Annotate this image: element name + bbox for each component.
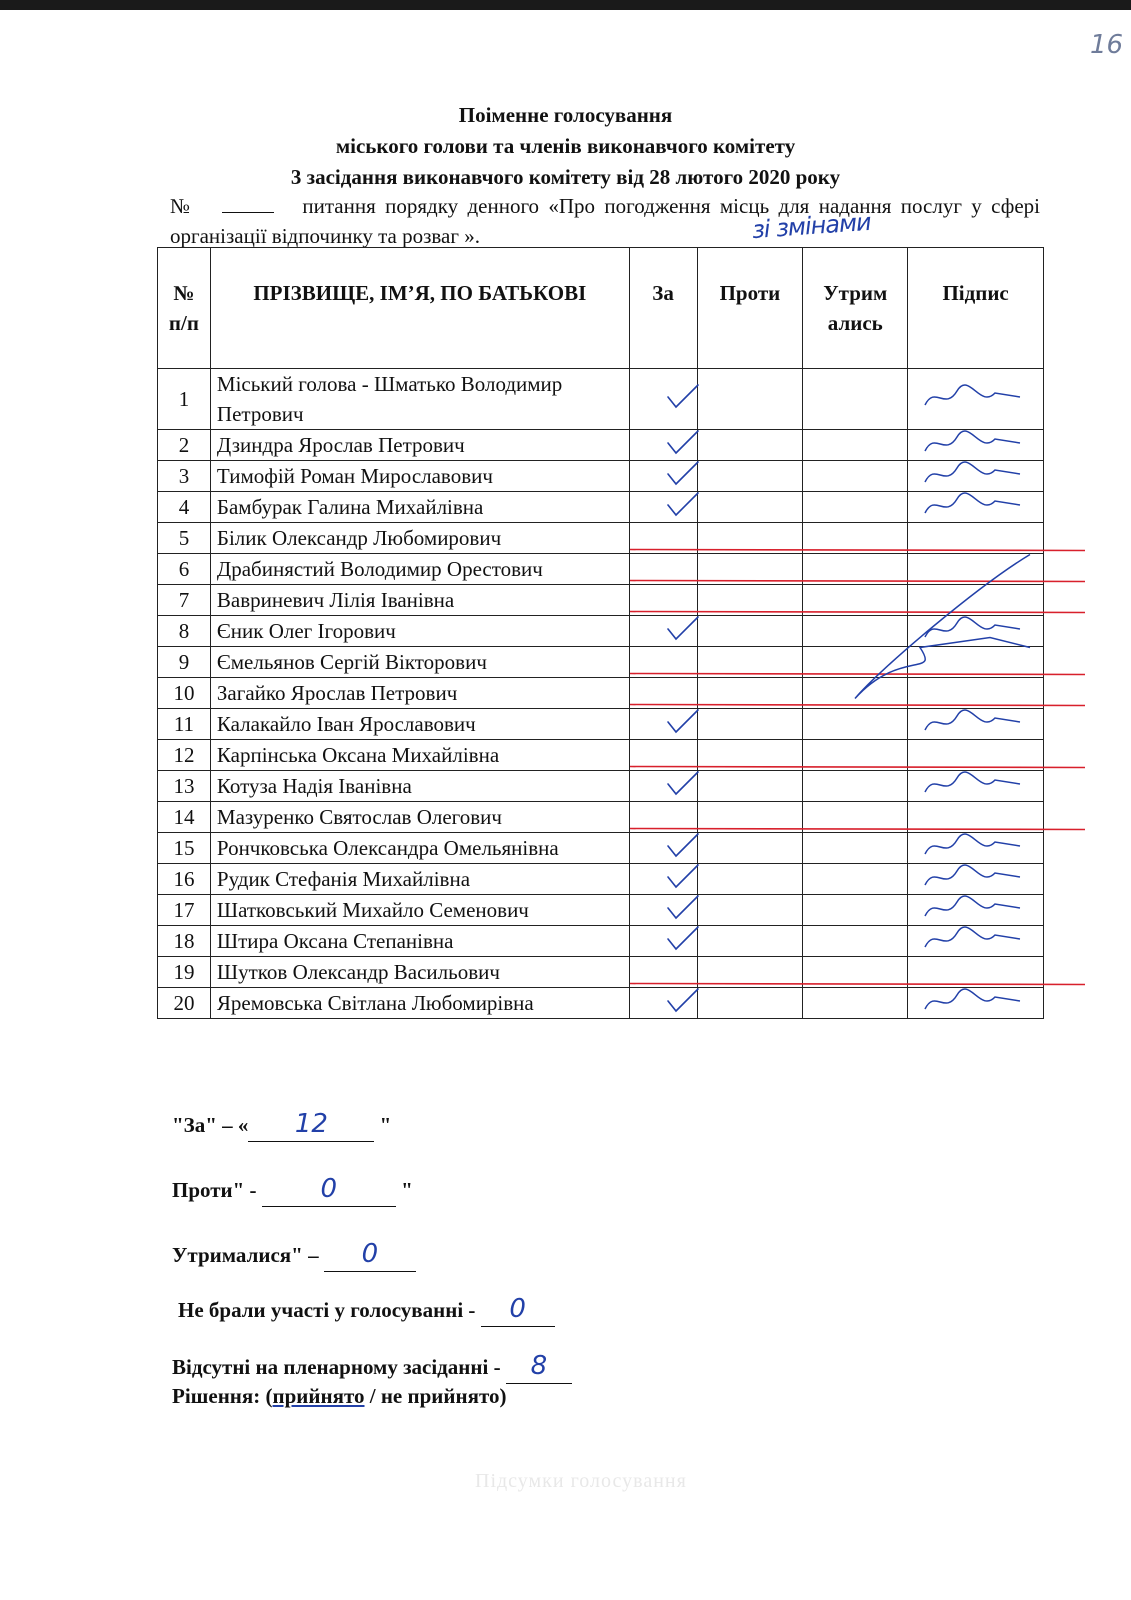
cell-for [629, 369, 697, 430]
cell-signature [908, 802, 1044, 833]
cell-for [629, 461, 697, 492]
cell-for [629, 864, 697, 895]
member-name: Котуза Надія Іванівна [210, 771, 629, 802]
table-row [158, 709, 1044, 740]
cell-abstained [803, 369, 908, 430]
cell-for [629, 988, 697, 1019]
table-row [158, 833, 1044, 864]
document-subtitle: міського голови та членів виконавчого комітету [335, 134, 796, 158]
member-name: Шатковський Михайло Семенович [210, 895, 629, 926]
row-number: 14 [158, 802, 211, 833]
cell-signature [908, 492, 1044, 523]
member-name: Вавриневич Лілія Іванівна [210, 585, 629, 616]
against-count: 0 [262, 1184, 396, 1207]
header-for: За [629, 248, 697, 369]
table-row [158, 771, 1044, 802]
member-name: Загайко Ярослав Петрович [210, 678, 629, 709]
cell-signature [908, 554, 1044, 585]
cell-against [697, 709, 803, 740]
item-number-sign: № [170, 194, 195, 218]
summary-not-voted: Не брали участі у голосуванні - 0 [178, 1298, 555, 1327]
row-number: 2 [158, 430, 211, 461]
cell-signature [908, 957, 1044, 988]
cell-signature [908, 678, 1044, 709]
cell-for [629, 709, 697, 740]
cell-against [697, 833, 803, 864]
member-name: Мазуренко Святослав Олегович [210, 802, 629, 833]
row-number: 8 [158, 616, 211, 647]
member-name: Рончковська Олександра Омельянівна [210, 833, 629, 864]
cell-signature [908, 709, 1044, 740]
cell-abstained [803, 864, 908, 895]
table-row [158, 740, 1044, 771]
cell-for [629, 833, 697, 864]
document-title: Поіменне голосування [458, 103, 673, 127]
table-row [158, 369, 1044, 430]
table-row [158, 430, 1044, 461]
table-row [158, 461, 1044, 492]
member-name: Штира Оксана Степанівна [210, 926, 629, 957]
cell-abstained [803, 523, 908, 554]
header-name: ПРІЗВИЩЕ, ІМ’Я, ПО БАТЬКОВІ [210, 248, 629, 369]
table-row [158, 678, 1044, 709]
cell-against [697, 554, 803, 585]
cell-signature [908, 616, 1044, 647]
table-row [158, 864, 1044, 895]
cell-abstained [803, 740, 908, 771]
row-number: 6 [158, 554, 211, 585]
cell-for [629, 740, 697, 771]
cell-abstained [803, 988, 908, 1019]
cell-against [697, 523, 803, 554]
cell-signature [908, 864, 1044, 895]
row-number: 18 [158, 926, 211, 957]
cell-signature [908, 430, 1044, 461]
table-row [158, 802, 1044, 833]
cell-for [629, 802, 697, 833]
row-number: 12 [158, 740, 211, 771]
roll-call-table [157, 247, 1044, 1019]
header-number: № п/п [158, 248, 211, 369]
cell-for [629, 492, 697, 523]
decision-accepted: прийнято [272, 1384, 365, 1408]
row-number: 5 [158, 523, 211, 554]
meeting-line: 3 засідання виконавчого комітету від 28 лютого 2020 року [290, 165, 841, 189]
decision-line: Рішення: (прийнято / не прийнято) [172, 1384, 507, 1408]
cell-signature [908, 926, 1044, 957]
cell-against [697, 895, 803, 926]
summary-for: "За" – « 12 " [172, 1113, 391, 1142]
cell-abstained [803, 802, 908, 833]
cell-for [629, 523, 697, 554]
cell-signature [908, 771, 1044, 802]
cell-abstained [803, 430, 908, 461]
header-signature: Підпис [908, 248, 1044, 369]
cell-for [629, 678, 697, 709]
member-name: Бамбурак Галина Михайлівна [210, 492, 629, 523]
table-row [158, 895, 1044, 926]
summary-against: Проти" - 0 " [172, 1178, 413, 1207]
cell-abstained [803, 616, 908, 647]
header-against: Проти [697, 248, 803, 369]
row-number: 7 [158, 585, 211, 616]
cell-signature [908, 369, 1044, 430]
cell-for [629, 926, 697, 957]
table-row [158, 647, 1044, 678]
scan-top-border [0, 0, 1131, 10]
handwritten-note: зі змінами [751, 207, 872, 245]
cell-against [697, 957, 803, 988]
cell-for [629, 554, 697, 585]
cell-abstained [803, 771, 908, 802]
handwritten-page-number: 16 [1090, 30, 1124, 60]
cell-for [629, 616, 697, 647]
table-row [158, 616, 1044, 647]
member-name: Шутков Олександр Васильович [210, 957, 629, 988]
row-number: 20 [158, 988, 211, 1019]
cell-signature [908, 523, 1044, 554]
member-name: Міський голова - Шматько Володимир Петрович [210, 369, 629, 430]
cell-signature [908, 895, 1044, 926]
cell-signature [908, 585, 1044, 616]
member-name: Ємельянов Сергій Вікторович [210, 647, 629, 678]
table-row [158, 523, 1044, 554]
cell-abstained [803, 678, 908, 709]
row-number: 19 [158, 957, 211, 988]
table-row [158, 492, 1044, 523]
item-text: питання порядку денного «Про погодження місць для надання послуг у сфері організації відпочинку та розваг ». [170, 194, 1041, 248]
member-name: Калакайло Іван Ярославович [210, 709, 629, 740]
cell-against [697, 740, 803, 771]
cell-for [629, 585, 697, 616]
cell-against [697, 585, 803, 616]
member-name: Яремовська Світлана Любомирівна [210, 988, 629, 1019]
member-name: Карпінська Оксана Михайлівна [210, 740, 629, 771]
member-name: Драбинястий Володимир Орестович [210, 554, 629, 585]
abstained-count: 0 [324, 1249, 416, 1272]
member-name: Рудик Стефанія Михайлівна [210, 864, 629, 895]
faded-footer-text: Підсумки голосування [475, 1470, 687, 1492]
row-number: 15 [158, 833, 211, 864]
cell-for [629, 957, 697, 988]
row-number: 4 [158, 492, 211, 523]
cell-abstained [803, 833, 908, 864]
row-number: 3 [158, 461, 211, 492]
row-number: 17 [158, 895, 211, 926]
absent-count: 8 [506, 1361, 572, 1384]
cell-signature [908, 740, 1044, 771]
row-number: 10 [158, 678, 211, 709]
cell-for [629, 771, 697, 802]
row-number: 9 [158, 647, 211, 678]
table-row [158, 926, 1044, 957]
member-name: Тимофій Роман Мирославович [210, 461, 629, 492]
cell-against [697, 864, 803, 895]
summary-abstained: Утрималися" – 0 [172, 1243, 416, 1272]
cell-against [697, 802, 803, 833]
cell-against [697, 461, 803, 492]
cell-abstained [803, 554, 908, 585]
summary-absent: Відсутні на пленарному засіданні - 8 [172, 1355, 572, 1384]
table-row [158, 585, 1044, 616]
cell-abstained [803, 585, 908, 616]
table-row [158, 988, 1044, 1019]
cell-abstained [803, 709, 908, 740]
cell-against [697, 616, 803, 647]
cell-for [629, 430, 697, 461]
header-abstained: Утрим ались [803, 248, 908, 369]
cell-signature [908, 647, 1044, 678]
cell-signature [908, 833, 1044, 864]
cell-against [697, 678, 803, 709]
cell-for [629, 647, 697, 678]
row-number: 13 [158, 771, 211, 802]
for-count: 12 [248, 1119, 374, 1142]
cell-signature [908, 461, 1044, 492]
cell-abstained [803, 461, 908, 492]
member-name: Білик Олександр Любомирович [210, 523, 629, 554]
cell-against [697, 492, 803, 523]
cell-against [697, 647, 803, 678]
member-name: Єник Олег Ігорович [210, 616, 629, 647]
row-number: 16 [158, 864, 211, 895]
row-number: 1 [158, 369, 211, 430]
cell-abstained [803, 895, 908, 926]
member-name: Дзиндра Ярослав Петрович [210, 430, 629, 461]
cell-abstained [803, 492, 908, 523]
cell-against [697, 369, 803, 430]
row-number: 11 [158, 709, 211, 740]
cell-against [697, 926, 803, 957]
cell-abstained [803, 957, 908, 988]
cell-against [697, 771, 803, 802]
cell-for [629, 895, 697, 926]
not-voted-count: 0 [481, 1304, 555, 1327]
table-row [158, 957, 1044, 988]
cell-abstained [803, 647, 908, 678]
cell-against [697, 988, 803, 1019]
item-number-blank [222, 194, 274, 213]
agenda-item [170, 191, 1040, 251]
table-row [158, 554, 1044, 585]
cell-against [697, 430, 803, 461]
cell-abstained [803, 926, 908, 957]
cell-signature [908, 988, 1044, 1019]
